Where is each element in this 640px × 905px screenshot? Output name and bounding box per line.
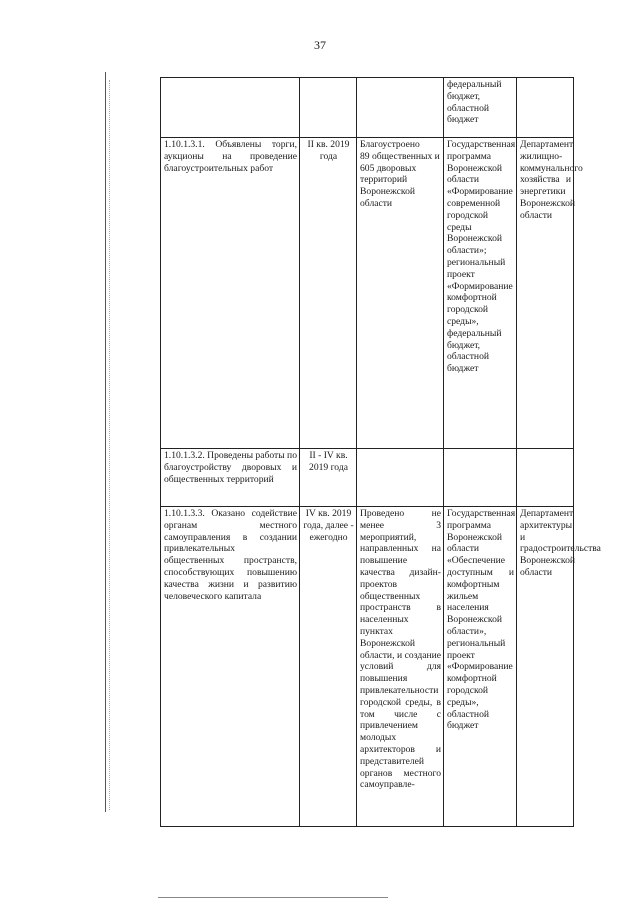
table-row [161, 507, 574, 827]
result-cell: Благоустроено 89 общественных и 605 дворовых территорий Воронежской области [357, 138, 444, 449]
funding-source-cell: Государственная программа Воронежской области «Обеспечение доступным и комфортным жильем населения Воронежской области», региональный проект «Формирование комфортной городской среды», областной бюджет [444, 507, 517, 827]
result-cell [357, 449, 444, 507]
funding-source-cell: федеральный бюджет, областной бюджет [444, 78, 517, 138]
table-row [161, 449, 574, 507]
period-cell: IV кв. 2019 года, далее - ежегодно [300, 507, 357, 827]
table-row [161, 138, 574, 449]
executor-cell: Департамент жилищно-коммунального хозяйства и энергетики Воронежской области [517, 138, 574, 449]
funding-source-cell: Государственная программа Воронежской области «Формирование современной городской среды Воронежской области»; региональный проект «Формирование комфортной городской среды», федеральный бюджет, областной бюджет [444, 138, 517, 449]
scan-edge-line [158, 897, 388, 898]
binding-margin-dots [109, 80, 110, 810]
executor-cell: Департамент архитектуры и градостроительства Воронежской области [517, 507, 574, 827]
table-row [161, 78, 574, 138]
executor-cell [517, 78, 574, 138]
binding-margin-line [105, 72, 106, 812]
funding-source-cell [444, 449, 517, 507]
period-cell: II - IV кв. 2019 года [300, 449, 357, 507]
measures-table [160, 77, 601, 827]
period-cell: II кв. 2019 года [300, 138, 357, 449]
measure-cell: 1.10.1.3.3. Оказано содействие органам местного самоуправления в создании привлекательных общественных пространств, способствующих повышению качества жизни и развитию человеческого капитала [161, 507, 300, 827]
executor-cell [517, 449, 574, 507]
result-cell [357, 78, 444, 138]
page-number: 37 [314, 38, 326, 52]
measure-cell [161, 78, 300, 138]
result-cell: Проведено не менее 3 мероприятий, направленных на повышение качества дизайн-проектов общественных пространств в населенных пунктах Воронежской области, и создание условий для повышения привлекательности городской среды, в том числе с привлечением молодых архитекторов и представителей органов местного самоуправле- [357, 507, 444, 827]
period-cell [300, 78, 357, 138]
measure-cell: 1.10.1.3.1. Объявлены торги, аукционы на проведение благоустроительных работ [161, 138, 300, 449]
measure-cell: 1.10.1.3.2. Проведены работы по благоустройству дворовых и общественных территорий [161, 449, 300, 507]
